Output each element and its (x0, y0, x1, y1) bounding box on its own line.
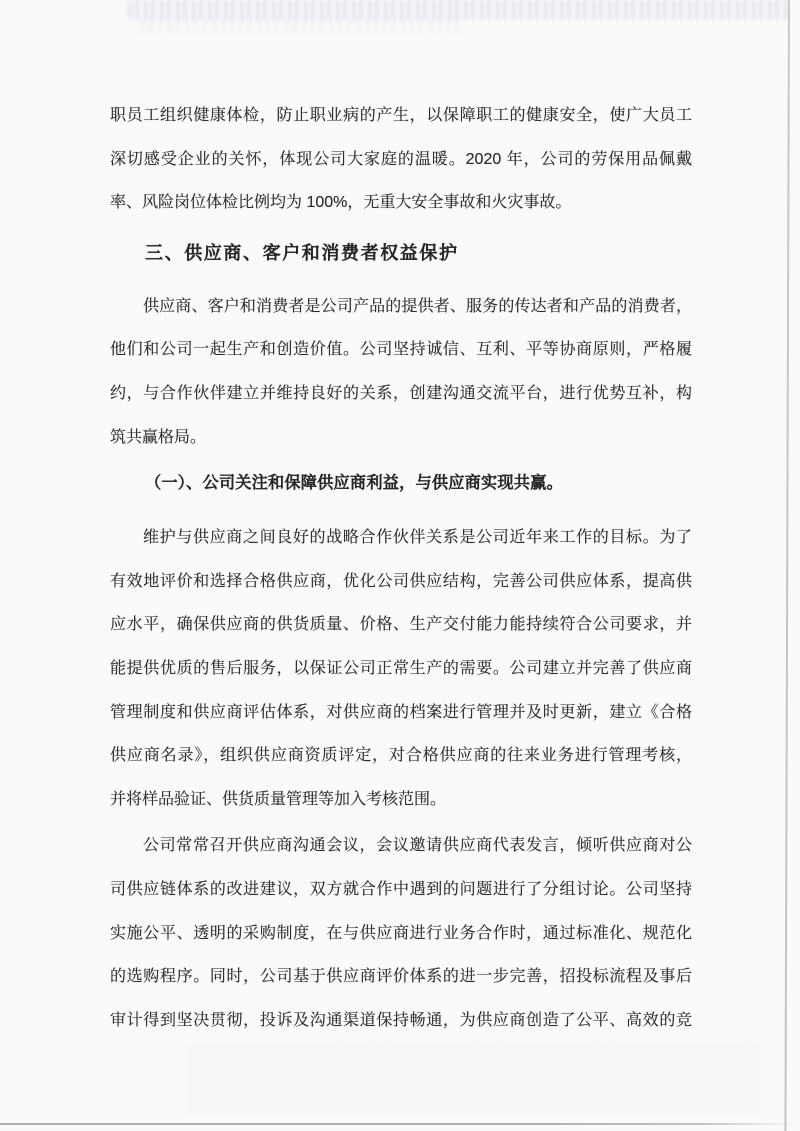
text-line: 深切感受企业的关怀，体现公司大家庭的温暖。2020 年，公司的劳保用品佩戴 (110, 150, 692, 168)
text-line: 审计得到坚决贯彻，投诉及沟通渠道保持畅通，为供应商创造了公平、高效的竞 (110, 1011, 692, 1029)
bleed-through-top-secondary (140, 18, 460, 34)
section-heading-supplier-customer-consumer: 三、供应商、客户和消费者权益保护 (145, 242, 459, 263)
text-line: 实施公平、透明的采购制度，在与供应商进行业务合作时，通过标准化、规范化 (110, 924, 692, 942)
paragraph-supplier-management (110, 516, 692, 821)
bleed-through-bottom (190, 1042, 760, 1114)
text-line: 约，与合作伙伴建立并维持良好的关系，创建沟通交流平台，进行优势互补，构 (110, 384, 692, 402)
text-line: 管理制度和供应商评估体系，对供应商的档案进行管理并及时更新，建立《合格 (110, 703, 692, 721)
text-line: 他们和公司一起生产和创造价值。公司坚持诚信、互利、平等协商原则，严格履 (110, 341, 692, 359)
text-line: 司供应链体系的改进建议，双方就合作中遇到的问题进行了分组讨论。公司坚持 (110, 880, 692, 898)
text-line: 筑共赢格局。 (110, 428, 207, 446)
bleed-through-top (128, 0, 790, 20)
text-line: 职员工组织健康体检，防止职业病的产生，以保障职工的健康安全，使广大员工 (110, 107, 692, 124)
document-body (110, 94, 692, 1042)
text-line: 有效地评价和选择合格供应商，优化公司供应结构，完善公司供应体系，提高供 (110, 572, 692, 590)
scan-edge-bottom-line (0, 1123, 798, 1125)
subsection-heading-supplier-winwin: （一）、公司关注和保障供应商利益，与供应商实现共赢。 (145, 474, 563, 493)
text-line: 供应商、客户和消费者是公司产品的提供者、服务的传达者和产品的消费者， (143, 297, 692, 315)
paragraph-safety-continuation (110, 94, 692, 225)
text-line: 供应商名录》，组织供应商资质评定，对合格供应商的往来业务进行管理考核， (110, 747, 692, 765)
text-line: 维护与供应商之间良好的战略合作伙伴关系是公司近年来工作的目标。为了 (143, 529, 692, 547)
text-line: 的选购程序。同时，公司基于供应商评价体系的进一步完善，招投标流程及事后 (110, 968, 692, 986)
paragraph-supplier-intro (110, 285, 692, 459)
paragraph-supplier-communication (110, 824, 692, 1042)
text-line: 公司常常召开供应商沟通会议，会议邀请供应商代表发言，倾听供应商对公 (143, 837, 692, 855)
text-line: 率、风险岗位体检比例均为 100%，无重大安全事故和火灾事故。 (110, 194, 572, 212)
text-line: 能提供优质的售后服务，以保证公司正常生产的需要。公司建立并完善了供应商 (110, 659, 692, 677)
text-line: 应水平，确保供应商的供货质量、价格、生产交付能力能持续符合公司要求，并 (110, 616, 692, 634)
text-line: 并将样品验证、供货质量管理等加入考核范围。 (110, 790, 447, 808)
scan-edge-right-line (784, 0, 790, 1131)
